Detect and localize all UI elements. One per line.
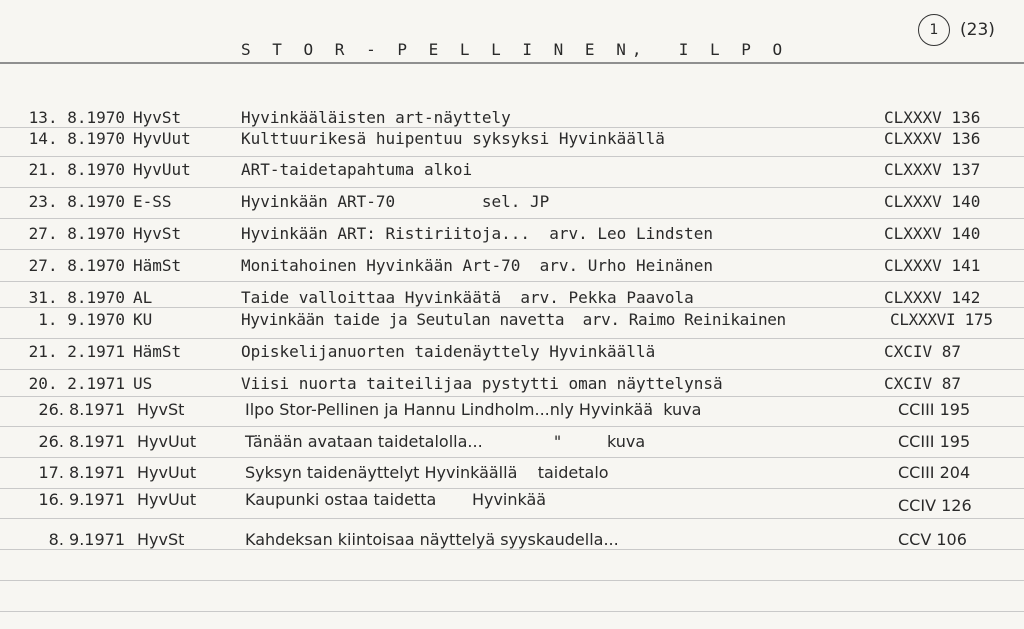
entry-title: Hyvinkään ART-70 sel. JP — [241, 192, 550, 211]
ruled-line — [0, 518, 1024, 519]
ruled-line — [0, 156, 1024, 157]
ruled-line — [0, 281, 1024, 282]
ruled-line — [0, 457, 1024, 458]
entry-title: Hyvinkääläisten art-näyttely — [241, 108, 511, 127]
entry-title: Tänään avataan taidetalolla... " kuva — [245, 432, 646, 451]
bracketed-number: (23) — [960, 20, 995, 40]
entry-date: 27. 8.1970 — [28, 224, 125, 243]
entry-date: 21. 2.1971 — [28, 342, 125, 361]
entry-reference: CCIII 195 — [898, 400, 971, 419]
entry-source: HyvUut — [137, 490, 197, 509]
entry-reference: CLXXXV 140 — [884, 192, 981, 211]
entry-date: 26. 8.1971 — [38, 400, 125, 419]
entry-title: Viisi nuorta taiteilijaa pystytti oman näyttelynsä — [241, 374, 723, 393]
entry-source: KU — [133, 310, 153, 329]
entry-title: Kaupunki ostaa taidetta Hyvinkää — [245, 490, 547, 509]
entry-source: HyvSt — [133, 108, 182, 127]
entry-date: 23. 8.1970 — [28, 192, 125, 211]
entry-title: Monitahoinen Hyvinkään Art-70 arv. Urho Heinänen — [241, 256, 714, 275]
entry-source: E-SS — [133, 192, 172, 211]
entry-title: Hyvinkään taide ja Seutulan navetta arv. Raimo Reinikainen — [241, 310, 786, 329]
ruled-line — [0, 369, 1024, 370]
card-title: S T O R - P E L L I N E N, I L P O — [241, 40, 789, 59]
entry-source: HyvUut — [133, 160, 191, 179]
entry-source: HyvUut — [137, 463, 197, 482]
entry-date: 13. 8.1970 — [28, 108, 125, 127]
entry-reference: CLXXXVI 175 — [890, 310, 993, 329]
entry-reference: CCIV 126 — [898, 496, 972, 515]
entry-date: 26. 8.1971 — [38, 432, 125, 451]
entry-reference: CLXXXV 142 — [884, 288, 981, 307]
entry-source: HyvSt — [137, 400, 185, 419]
circled-number: 1 — [918, 14, 950, 46]
entry-reference: CLXXXV 141 — [884, 256, 981, 275]
ruled-line — [0, 426, 1024, 427]
entry-date: 8. 9.1971 — [48, 530, 125, 549]
header-rule — [0, 62, 1024, 64]
entry-reference: CLXXXV 136 — [884, 129, 981, 148]
entry-date: 20. 2.1971 — [28, 374, 125, 393]
entry-title: Syksyn taidenäyttelyt Hyvinkäällä taidetalo — [245, 463, 609, 482]
entry-reference: CLXXXV 137 — [884, 160, 981, 179]
entry-reference: CLXXXV 136 — [884, 108, 981, 127]
entry-source: HyvUut — [133, 129, 191, 148]
handwritten-marks — [918, 14, 995, 46]
entry-title: Opiskelijanuorten taidenäyttely Hyvinkäällä — [241, 342, 656, 361]
entry-source: HämSt — [133, 256, 182, 275]
entry-date: 14. 8.1970 — [28, 129, 125, 148]
entry-title: Taide valloittaa Hyvinkäätä arv. Pekka Paavola — [241, 288, 694, 307]
entry-title: Kulttuurikesä huipentuu syksyksi Hyvinkäällä — [241, 129, 665, 148]
entry-source: AL — [133, 288, 153, 307]
entry-date: 21. 8.1970 — [28, 160, 125, 179]
entry-date: 16. 9.1971 — [38, 490, 125, 509]
entry-source: HyvSt — [137, 530, 185, 549]
entry-title: ART-taidetapahtuma alkoi — [241, 160, 473, 179]
entry-source: HyvUut — [137, 432, 197, 451]
entry-date: 27. 8.1970 — [28, 256, 125, 275]
entry-reference: CLXXXV 140 — [884, 224, 981, 243]
entry-title: Hyvinkään ART: Ristiriitoja... arv. Leo Lindsten — [241, 224, 714, 243]
entry-title: Kahdeksan kiintoisaa näyttelyä syyskaudella... — [245, 530, 619, 549]
entry-reference: CCIII 204 — [898, 463, 971, 482]
ruled-line — [0, 580, 1024, 581]
ruled-line — [0, 611, 1024, 612]
ruled-line — [0, 488, 1024, 489]
entry-date: 1. 9.1970 — [38, 310, 125, 329]
ruled-line — [0, 249, 1024, 250]
ruled-line — [0, 187, 1024, 188]
ruled-line — [0, 396, 1024, 397]
entry-title: Ilpo Stor-Pellinen ja Hannu Lindholm...nly Hyvinkää kuva — [245, 400, 702, 419]
entry-date: 31. 8.1970 — [28, 288, 125, 307]
ruled-line — [0, 218, 1024, 219]
entry-reference: CCV 106 — [898, 530, 967, 549]
entry-source: US — [133, 374, 153, 393]
ruled-line — [0, 338, 1024, 339]
entry-date: 17. 8.1971 — [38, 463, 125, 482]
entry-reference: CCIII 195 — [898, 432, 971, 451]
entry-source: HyvSt — [133, 224, 182, 243]
entry-source: HämSt — [133, 342, 182, 361]
entry-reference: CXCIV 87 — [884, 374, 962, 393]
entry-reference: CXCIV 87 — [884, 342, 962, 361]
